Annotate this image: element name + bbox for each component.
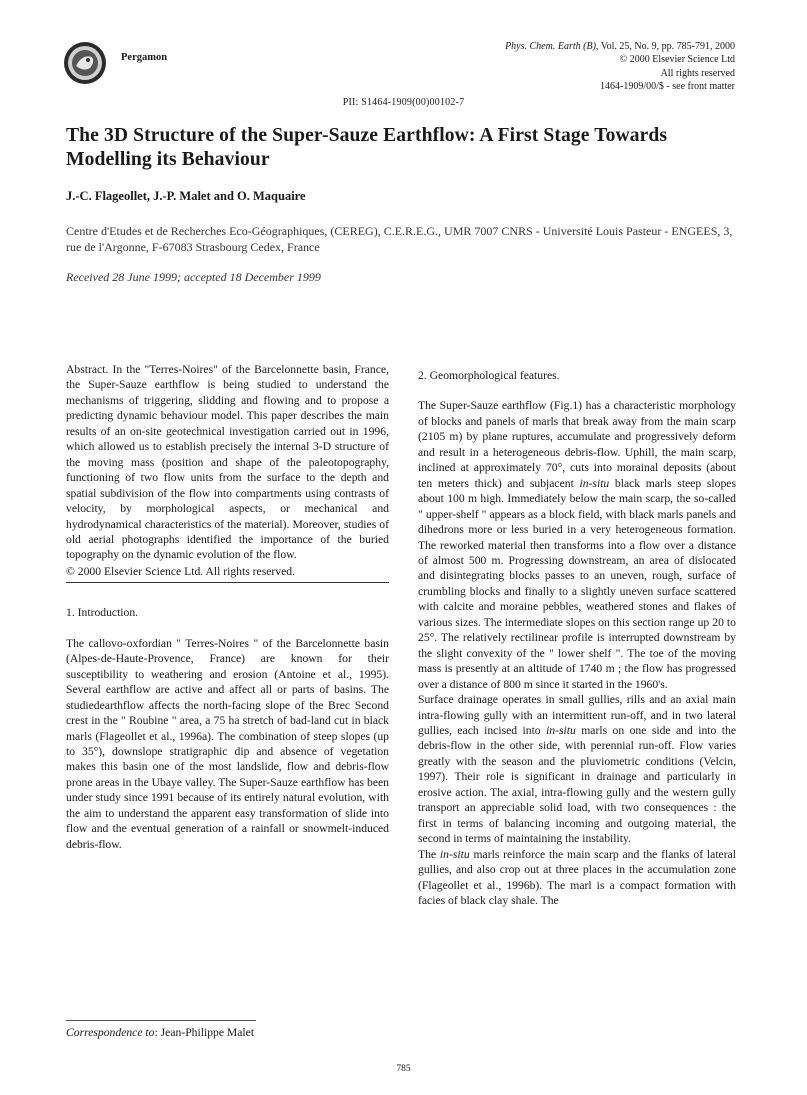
article-authors: J.-C. Flageollet, J.-P. Malet and O. Maquaire <box>66 189 306 203</box>
p3-part-b: marls reinforce the main scarp and the flanks of lateral gullies, and also crop out at three places in the accumulation zone (Flageollet et al., 1996b). The marl is a compact formation with facies of black clay shale. The <box>418 847 736 907</box>
article-title: The 3D Structure of the Super-Sauze Earthflow: A First Stage Towards Modelling its Behaviour <box>66 125 668 170</box>
issn-line: 1464-1909/00/$ - see front matter <box>600 81 735 93</box>
journal-line <box>505 40 735 53</box>
p2-part-b: marls on one side and into the debris-flow in the other side, with perennial run-off. Flow varies greatly with the season and the pluviometric conditions (Velcin, 1997). Their role is significant in drainage and particularly in erosive action. The axial, intra-flowing gully and the western gully transport an appreciable solid load, with two consequences : the first in terms of balancing incoming and outgoing material, the second in terms of maintaining the instability. <box>418 723 736 846</box>
section-heading-geomorphology: 2. Geomorphological features. <box>418 369 560 382</box>
geomorphology-paragraph-1 <box>418 398 736 692</box>
article-affiliation: Centre d'Etudes et de Recherches Eco-Géographiques, (CEREG), C.E.R.E.G., UMR 7007 CNRS - Université Louis Pasteur - ENGEES, 3, rue de l'Argonne, F-67083 Strasbourg Cedex, France <box>66 224 733 254</box>
right-column <box>418 368 736 908</box>
rights-line: All rights reserved <box>660 67 735 79</box>
introduction-text: The callovo-oxfordian " Terres-Noires " of the Barcelonnette basin (Alpes-de-Haute-Provence, France) are known for their susceptibility to weathering and erosion (Antoine et al., 1995). Several earthflow are active and affect all or parts of basins. The studiedearthflow affects the north-facing slope of the Brec Second crest in the " Roubine " area, a 75 ha stretch of bad-land cut in black marls (Flageollet et al., 1996a). The combination of steep slopes (up to 35°), downslope stratigraphic dip and absence of vegetation makes this basin one of the most landslide, flow and debris-flow prone areas in the Ubaye valley. The Super-Sauze earthflow has been under study since 1991 because of its entirely natural evolution, with the aim to understand the apparent easy transformation of slide into flow and the eventual generation of a rainfall or snowmelt-induced debris-flow. <box>66 636 389 851</box>
p2-insitu: in-situ <box>546 723 576 737</box>
p1-part-b: black marls steep slopes about 100 m high. Immediately below the main scarp, the so-called " upper-shelf " appears as a block field, with black marls panels and dihedrons more or less buried in a very heterogeneous formation. The reworked material then transforms into a flow over a distance of almost 500 m. Progressing downstream, an area of dislocated and disintegrating blocks passes to an uneven, rough, surface of crumbling blocks and finally to a slightly uneven surface scattered with calcite and moraine pebbles, weathered stones and flakes of various sizes. The intermediate slopes on this section range up 20 to 25°. The relatively rectilinear profile is interrupted downstream by the slight convexity of the " lower shelf ". The toe of the moving mass is presently at an altitude of 1740 m ; the flow has progressed over a distance of 800 m since it started in the 1960's. <box>418 476 736 691</box>
abstract-divider <box>66 582 389 583</box>
p3-part-the: The <box>418 847 440 861</box>
pergamon-logo-icon <box>62 40 108 86</box>
p1-part-a: The Super-Sauze earthflow (Fig.1) has a characteristic morphology of blocks and panels of marls that break away from the main scarp (2105 m) by plane ruptures, accumulate and progressively deform and result in a heterogeneous debris-flow. Uphill, the main scarp, inclined at approximately 70°, cuts into morainal deposits (about ten meters thick) and subjacent <box>418 399 736 490</box>
page-number: 785 <box>396 1064 411 1074</box>
p3-insitu: in-situ <box>439 847 470 861</box>
citation-block <box>505 40 735 94</box>
pii-line: PII: S1464-1909(00)00102-7 <box>342 97 465 108</box>
abstract-text: Abstract. In the "Terres-Noires" of the Barcelonnette basin, France, the Super-Sauze earthflow is being studied to understand the mechanisms of triggering, slidding and flowing and to propose a predicting dynamic behaviour model. This paper describes the main results of an on-site geotechnical investigation carried out in 1996, which allowed us to establish precisely the internal 3-D structure of the moving mass (position and shape of the paleotopography, functioning of two flow units from the surface to the depth and spatial subdivision of the flow into compartments using contrasts of velocity, by morphological aspects, or mechanical and hydrodynamical characteristics of the material). Moreover, studies of old aerial photographs identified the importance of the buried topography on the dynamic evolution of the flow. <box>66 363 389 562</box>
p1-insitu: in-situ <box>579 476 610 490</box>
footnote-label: Correspondence to <box>66 1026 155 1039</box>
abstract-copyright: © 2000 Elsevier Science Ltd. All rights reserved. <box>66 564 295 578</box>
copyright-line: © 2000 Elsevier Science Ltd <box>619 54 735 66</box>
geomorphology-paragraph-3 <box>418 847 736 909</box>
geomorphology-paragraph-2 <box>418 692 736 847</box>
footnote <box>66 1026 389 1039</box>
left-column <box>66 362 389 852</box>
section-heading-introduction: 1. Introduction. <box>66 606 139 620</box>
journal-volume: , Vol. 25, No. 9, pp. 785-791, 2000 <box>595 41 735 52</box>
p2-part-a: Surface drainage operates in small gullies, rills and an axial main intra-flowing gully with an intermittent run-off, and in two lateral gullies, each incised into <box>418 693 736 737</box>
footnote-text: : Jean-Philippe Malet <box>154 1026 255 1039</box>
received-dates: Received 28 June 1999; accepted 18 December 1999 <box>66 270 321 284</box>
journal-name: Phys. Chem. Earth (B) <box>505 41 596 52</box>
publisher-name: Pergamon <box>121 52 168 63</box>
footnote-divider <box>66 1020 256 1021</box>
